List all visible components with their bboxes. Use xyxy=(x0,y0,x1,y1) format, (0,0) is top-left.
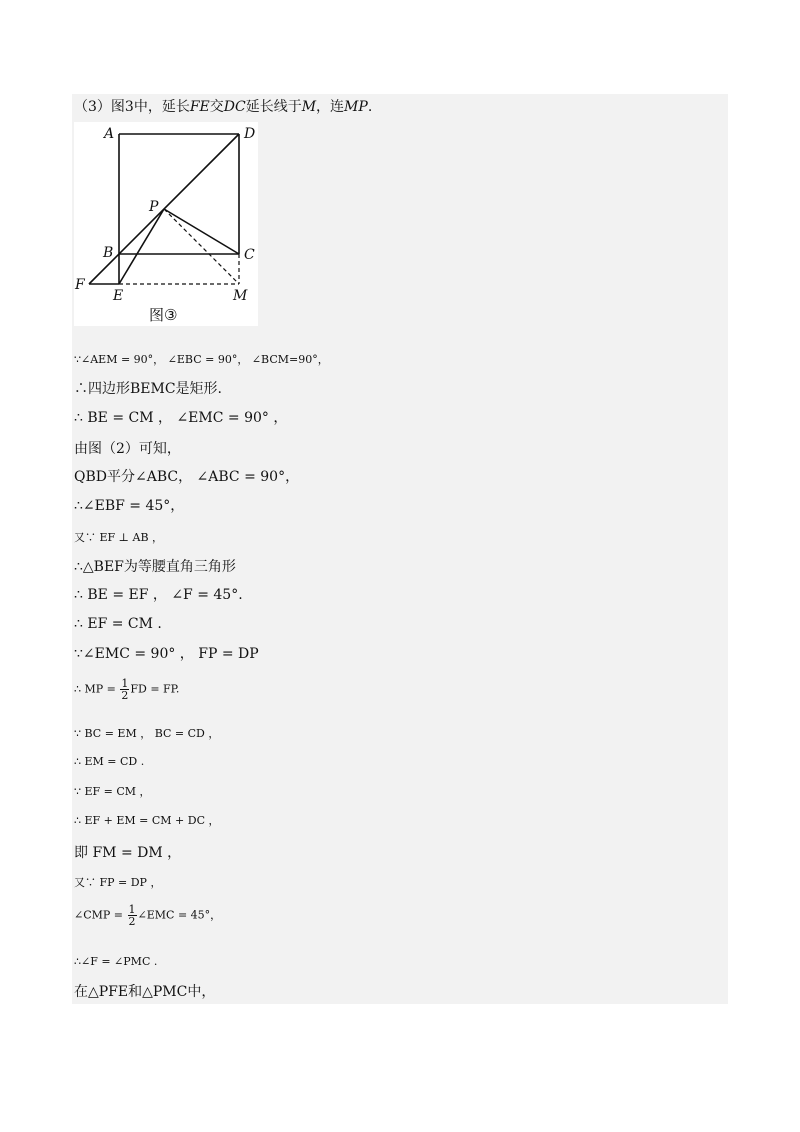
intro-comma: ，连 xyxy=(316,99,345,115)
cmp-rhs: ∠EMC = 45° xyxy=(137,908,211,922)
intro-end: . xyxy=(367,99,373,115)
label-d: D xyxy=(244,126,256,142)
proof-line-12: ∵ BC = EM ， BC = CD ， xyxy=(74,727,220,740)
proof-line-15: ∴ EF + EM = CM + DC ， xyxy=(74,814,220,827)
geometry-figure xyxy=(74,122,258,326)
proof-line-16: 即 FM = DM ， xyxy=(74,845,182,861)
intro-line xyxy=(74,98,372,116)
fraction-numerator-2: 1 xyxy=(128,903,136,916)
fraction-denominator: 2 xyxy=(121,689,129,702)
proof-line-8: ∴△BEF为等腰直角三角形 xyxy=(74,559,236,575)
intro-mid: 交 xyxy=(209,99,224,115)
proof-line-14: ∵ EF = CM ， xyxy=(74,785,151,798)
proof-line-cmp xyxy=(74,904,221,927)
cmp-lhs: ∠CMP = xyxy=(74,908,127,922)
fraction-denominator-2: 2 xyxy=(128,915,136,928)
label-m: M xyxy=(233,288,248,304)
intro-prefix: （3）图3中，延长 xyxy=(74,99,190,115)
proof-line-7: 又∵ EF ⊥ AB ， xyxy=(74,531,164,544)
proof-line-9: ∴ BE = EF ， ∠F = 45°. xyxy=(74,587,243,603)
intro-fe: FE xyxy=(189,99,210,115)
proof-line-10: ∴ EF = CM . xyxy=(74,616,162,632)
proof-line-17: 又∵ FP = DP ， xyxy=(74,876,162,889)
label-p: P xyxy=(149,199,159,215)
proof-line-13: ∴ EM = CD . xyxy=(74,755,145,768)
cmp-end: ， xyxy=(210,908,222,922)
intro-mp: MP xyxy=(344,99,368,115)
label-e: E xyxy=(113,288,124,304)
label-c: C xyxy=(244,247,255,263)
mp-end: . xyxy=(175,682,180,696)
figure-caption: 图③ xyxy=(149,306,178,324)
proof-line-4: 由图（2）可知， xyxy=(74,441,181,457)
proof-line-11: ∵∠EMC = 90° ， FP = DP xyxy=(74,646,259,662)
intro-dc: DC xyxy=(223,99,246,115)
proof-line-2: ∴四边形BEMC是矩形. xyxy=(74,381,223,397)
label-b: B xyxy=(103,245,114,261)
proof-line-mp xyxy=(74,678,179,701)
mp-rhs: FD = FP xyxy=(130,682,176,696)
intro-m: M xyxy=(301,99,317,115)
fraction-half-2 xyxy=(128,904,137,927)
figure-svg xyxy=(74,122,258,326)
mp-lhs: ∴ MP = xyxy=(74,682,120,696)
proof-line-18: ∴∠F = ∠PMC . xyxy=(74,955,158,968)
proof-line-3: ∴ BE = CM ， ∠EMC = 90° ， xyxy=(74,410,288,426)
intro-suffix: 延长线于 xyxy=(245,99,302,115)
proof-line-5: QBD平分∠ABC， ∠ABC = 90°， xyxy=(74,469,300,485)
proof-line-1: ∵∠AEM = 90°， ∠EBC = 90°， ∠BCM=90°， xyxy=(74,353,329,366)
fraction-half xyxy=(120,678,129,701)
label-f: F xyxy=(75,277,85,293)
label-a: A xyxy=(104,126,115,142)
fraction-numerator: 1 xyxy=(121,677,129,690)
proof-line-6: ∴∠EBF = 45°， xyxy=(74,498,185,514)
proof-line-19: 在△PFE和△PMC中， xyxy=(74,984,216,1000)
segment-pc xyxy=(164,209,239,254)
